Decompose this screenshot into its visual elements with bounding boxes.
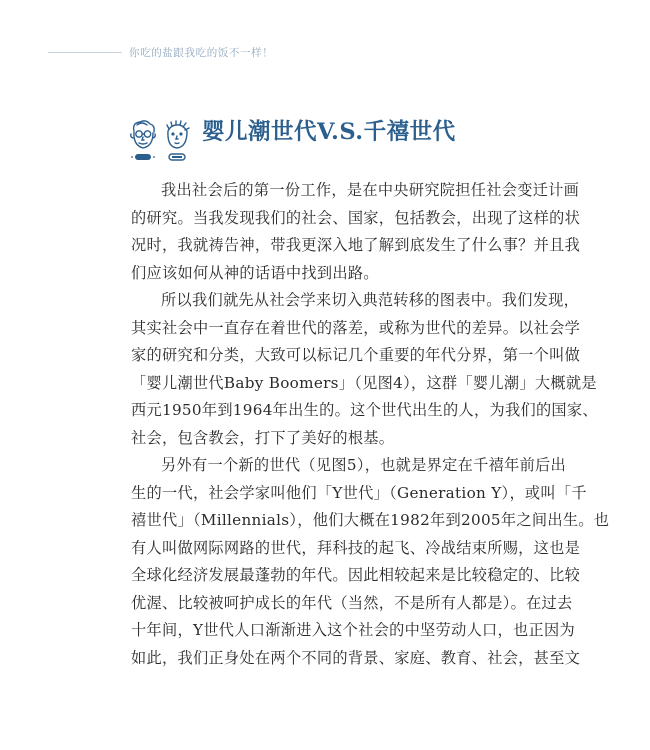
text-line: 十年间，Y世代人口渐渐进入这个社会的中坚劳动人口，也正因为 — [131, 621, 575, 639]
generation-faces — [128, 119, 196, 163]
text-line: 全球化经济发展最蓬勃的年代。因此相较起来是比较稳定的、比较 — [131, 566, 581, 584]
header-rule — [48, 52, 122, 53]
text-line: 禧世代」（Millennials），他们大概在1982年到2005年之间出生。也 — [131, 511, 610, 529]
text-line: 况时，我就祷告神，带我更深入地了解到底发生了什么事？并且我 — [131, 236, 581, 254]
running-head — [48, 44, 273, 60]
text-line: 的研究。当我发现我们的社会、国家，包括教会，出现了这样的状 — [131, 208, 581, 227]
text-line: 西元1950年到1964年出生的。这个世代出生的人，为我们的国家、 — [131, 401, 598, 419]
text-line: 另外有一个新的世代（见图5），也就是界定在千禧年前后出 — [161, 456, 567, 474]
text-line: 家的研究和分类，大致可以标记几个重要的年代分界，第一个叫做 — [131, 346, 581, 364]
text-line: 生的一代，社会学家叫他们「Y世代」（Generation Y），或叫「千 — [131, 483, 587, 502]
youth-face-icon — [162, 119, 192, 163]
article-body — [131, 177, 610, 672]
text-line: 「婴儿潮世代Baby Boomers」（见图4），这群「婴儿潮」大概就是 — [131, 373, 597, 392]
text-line: 其实社会中一直存在着世代的落差，或称为世代的差异。以社会学 — [131, 318, 581, 337]
text-line: 我出社会后的第一份工作，是在中央研究院担任社会变迁计画 — [161, 181, 580, 199]
section-title: 婴儿潮世代V.S.千禧世代 — [202, 119, 456, 146]
text-line: 社会，包含教会，打下了美好的根基。 — [131, 428, 395, 447]
text-line: 如此，我们正身处在两个不同的背景、家庭、教育、社会，甚至文 — [131, 648, 581, 667]
section-heading — [128, 118, 456, 164]
text-line: 有人叫做网际网路的世代，拜科技的起飞、冷战结束所赐，这也是 — [131, 538, 581, 557]
text-line: 们应该如何从神的话语中找到出路。 — [131, 263, 379, 282]
text-line: 优渥、比较被呵护成长的年代（当然，不是所有人都是）。在过去 — [131, 593, 573, 612]
running-head-text: 你吃的盐跟我吃的饭不一样！ — [129, 46, 274, 59]
text-line: 所以我们就先从社会学来切入典范转移的图表中。我们发现， — [161, 291, 580, 309]
elder-face-icon — [128, 119, 158, 163]
